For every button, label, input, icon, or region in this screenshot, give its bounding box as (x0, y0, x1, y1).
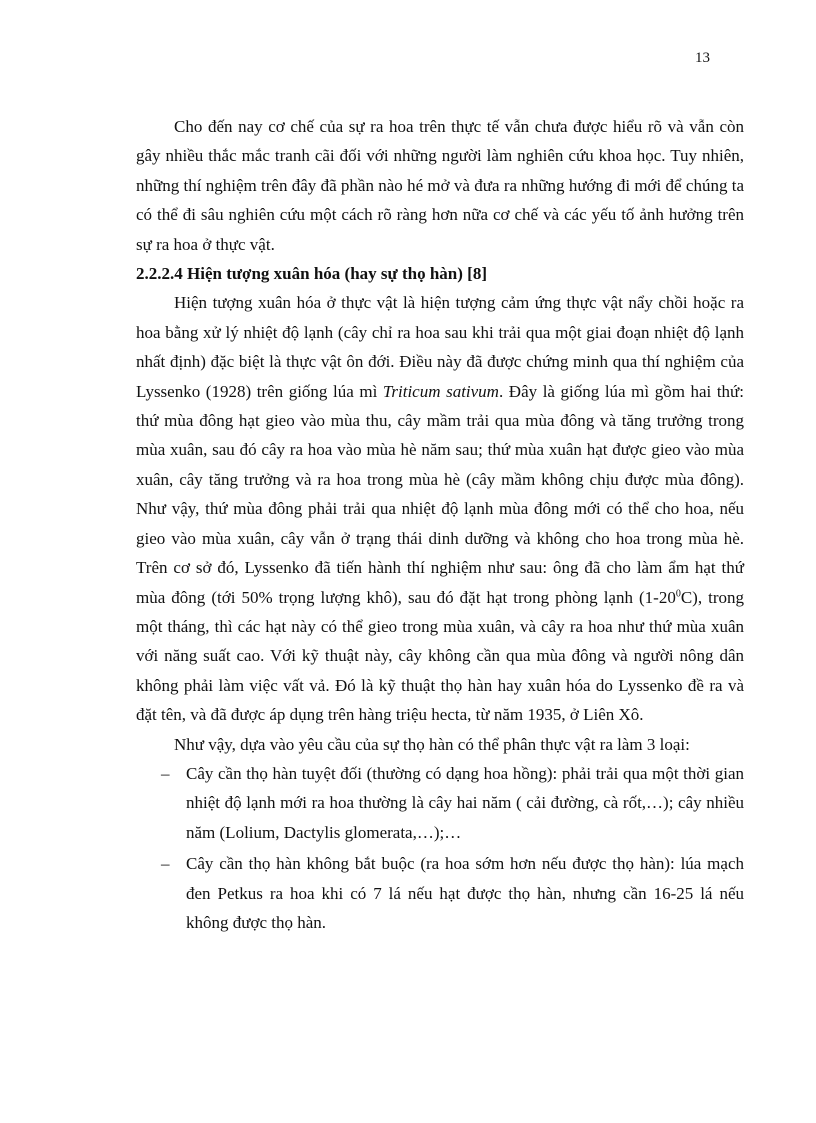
dash-bullet-icon: – (161, 854, 170, 874)
dash-bullet-icon: – (161, 763, 170, 783)
paragraph-vernalization-part1: Hiện tượng xuân hóa ở thực vật là hiện tượng cảm ứng thực vật nẩy chồi hoặc ra hoa bằng xử lý nhiệt độ lạnh (cây chỉ ra hoa sau khi trải qua một giai đoạn nhiệt độ lạnh nhất định) đặc biệt là thực vật ôn đới. Điều này đã được chứng minh qua thí nghiệm của Lyssenko (1928) trên giống lúa mì (136, 293, 744, 401)
degree-superscript: 0 (675, 587, 681, 599)
page-number: 13 (695, 50, 710, 66)
list-item-text: Cây cần thọ hàn không bắt buộc (ra hoa sớm hơn nếu được thọ hàn): lúa mạch đen Petkus ra hoa khi có 7 lá nếu hạt được thọ hàn, nhưng cần 16-25 lá nếu không được thọ hàn. (186, 854, 744, 932)
classification-list (136, 759, 744, 937)
list-item (136, 849, 744, 937)
paragraph-classification: Như vậy, dựa vào yêu cầu của sự thọ hàn có thể phân thực vật ra làm 3 loại: (174, 734, 690, 754)
list-item-text: Cây cần thọ hàn tuyệt đối (thường có dạng hoa hồng): phải trải qua một thời gian nhiệt độ lạnh mới ra hoa thường là cây hai năm ( cải đường, cà rốt,…); cây nhiều năm (Lolium, Dactylis glomerata,…);… (186, 763, 744, 842)
paragraph-vernalization (136, 288, 744, 729)
species-name: Triticum sativum (382, 381, 499, 401)
paragraph-vernalization-part3: C), trong một tháng, thì các hạt này có thể gieo trong mùa xuân, và cây ra hoa như thứ mùa xuân với năng suất cao. Với kỹ thuật này, cây không cần qua mùa đông và người nông dân không phải làm việc vất vả. Đó là kỹ thuật thọ hàn hay xuân hóa do Lyssenko đề ra và đặt tên, và đã được áp dụng trên hàng triệu hecta, từ năm 1935, ở Liên Xô. (136, 587, 744, 725)
list-item (136, 759, 744, 847)
section-heading: 2.2.2.4 Hiện tượng xuân hóa (hay sự thọ hàn) [8] (136, 264, 487, 284)
page-content (136, 112, 744, 937)
paragraph-mechanism: Cho đến nay cơ chế của sự ra hoa trên thực tế vẫn chưa được hiểu rõ và vẫn còn gây nhiều thắc mắc tranh cãi đối với những người làm nghiên cứu khoa học. Tuy nhiên, những thí nghiệm trên đây đã phần nào hé mở và đưa ra những hướng đi mới để chúng ta có thể đi sâu nghiên cứu một cách rõ ràng hơn nữa cơ chế và các yếu tố ảnh hưởng trên sự ra hoa ở thực vật. (136, 117, 744, 254)
paragraph-vernalization-part2: . Đây là giống lúa mì gồm hai thứ: thứ mùa đông hạt gieo vào mùa thu, cây mầm trải qua mùa đông và tăng trưởng trong mùa xuân, sau đó cây ra hoa vào mùa hè năm sau; thứ mùa xuân hạt được gieo vào mùa xuân, cây tăng trưởng và ra hoa trong mùa hè (cây mầm không chịu được mùa đông). Như vậy, thứ mùa đông phải trải qua nhiệt độ lạnh mùa đông mới có thể cho hoa, nếu gieo vào mùa xuân, cây vẫn ở trạng thái dinh dưỡng và không cho hoa trong mùa hè. Trên cơ sở đó, Lyssenko đã tiến hành thí nghiệm như sau: ông đã cho làm ẩm hạt thứ mùa đông (tới 50% trọng lượng khô), sau đó đặt hạt trong phòng lạnh (1-20 (136, 381, 744, 607)
